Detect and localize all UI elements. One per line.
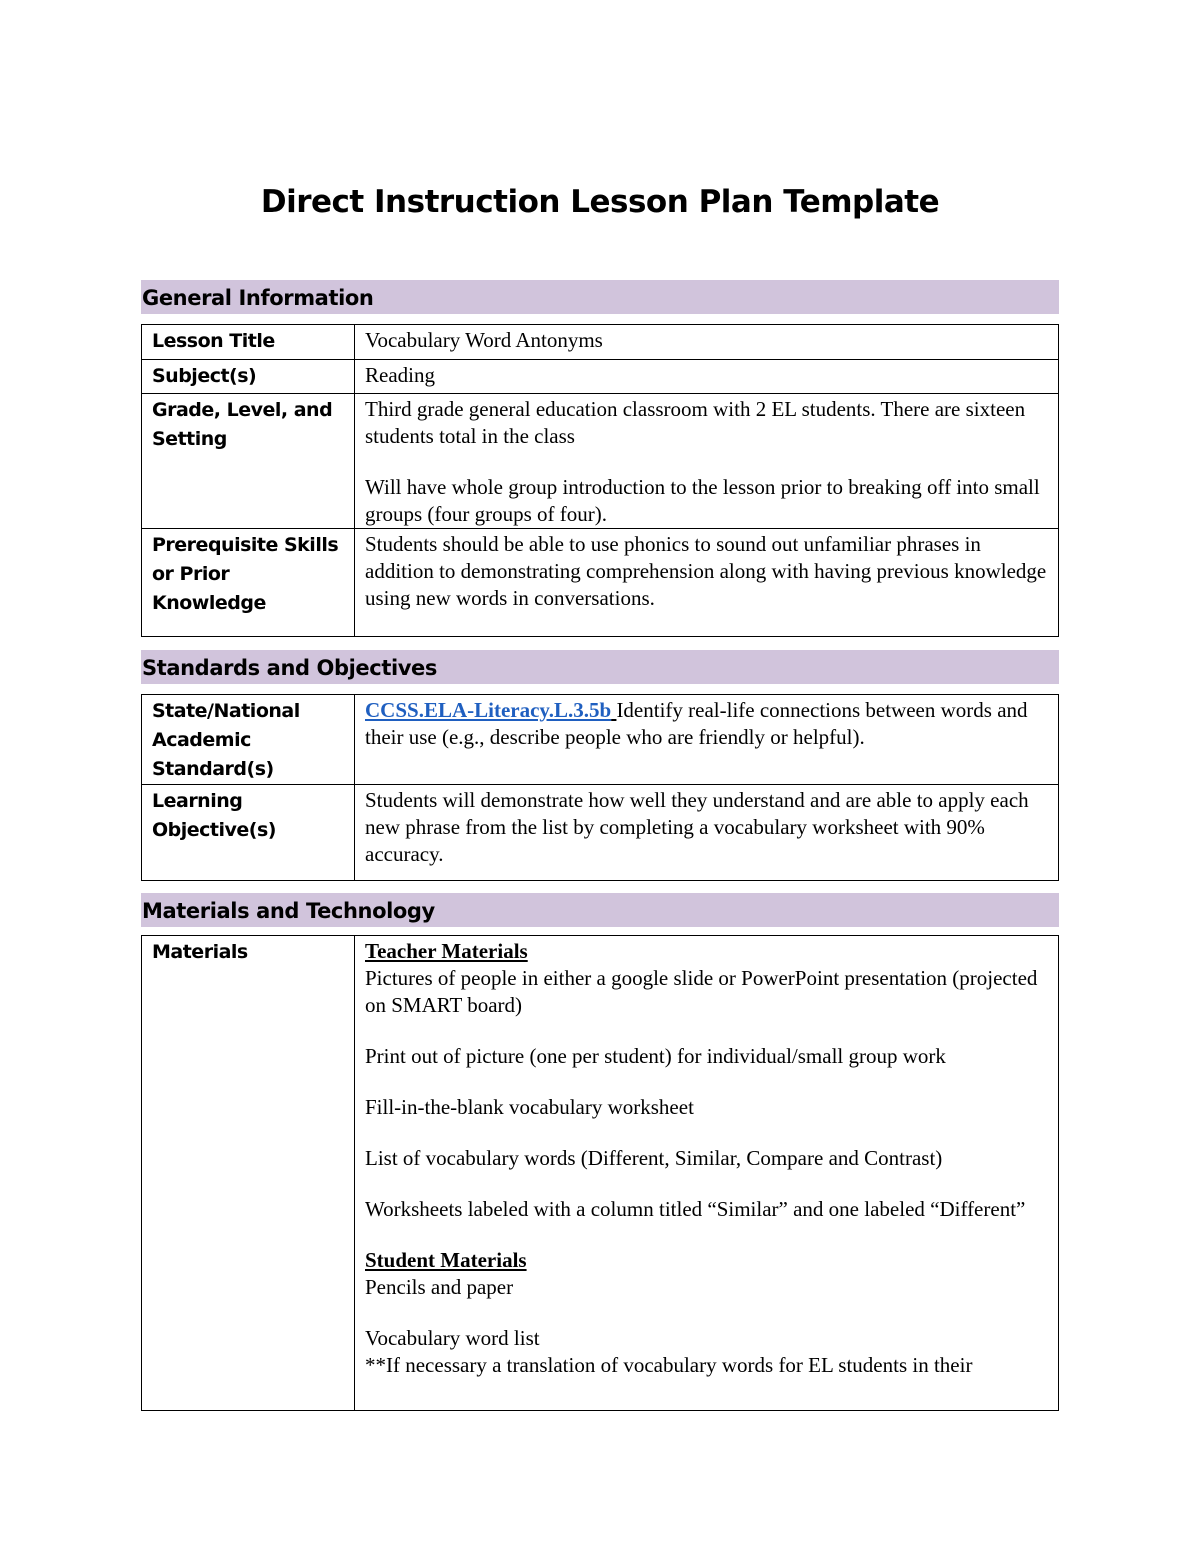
table-row (142, 325, 1059, 360)
list-item: Pictures of people in either a google slide or PowerPoint presentation (projected on SMART board) (365, 966, 1038, 1017)
row-label-subjects: Subject(s) (142, 360, 355, 394)
teacher-materials-heading: Teacher Materials (365, 939, 528, 963)
section-header-materials-technology: Materials and Technology (141, 893, 1059, 927)
row-label-materials: Materials (142, 936, 355, 1411)
section-header-standards-objectives: Standards and Objectives (141, 650, 1059, 684)
list-item: Worksheets labeled with a column titled “Similar” and one labeled “Different” (365, 1197, 1026, 1221)
row-label-academic-standards: State/National Academic Standard(s) (142, 695, 355, 785)
student-materials-heading: Student Materials (365, 1248, 527, 1272)
list-item: Vocabulary word list (365, 1326, 540, 1350)
standards-objectives-table (141, 694, 1059, 881)
table-row (142, 695, 1059, 785)
row-label-learning-objectives: Learning Objective(s) (142, 785, 355, 881)
document-title: Direct Instruction Lesson Plan Template (260, 184, 940, 220)
list-item: Print out of picture (one per student) for individual/small group work (365, 1044, 946, 1068)
learning-objectives-value: Students will demonstrate how well they understand and are able to apply each new phrase from the list by completing a vocabulary worksheet with 90% accuracy. (355, 785, 1059, 881)
list-item: **If necessary a translation of vocabulary words for EL students in their (365, 1353, 973, 1377)
table-row (142, 360, 1059, 394)
materials-value (355, 936, 1059, 1411)
list-item: Pencils and paper (365, 1275, 514, 1299)
standard-description: Identify real-life connections between words and their use (e.g., describe people who are friendly or helpful). (365, 698, 1028, 749)
table-row (142, 785, 1059, 881)
section-header-general-information: General Information (141, 280, 1059, 314)
grade-level-setting-value (355, 394, 1059, 529)
list-item: List of vocabulary words (Different, Similar, Compare and Contrast) (365, 1146, 943, 1170)
lesson-title-value: Vocabulary Word Antonyms (355, 325, 1059, 360)
row-label-grade-level-setting: Grade, Level, and Setting (142, 394, 355, 529)
row-label-prerequisite-skills: Prerequisite Skills or Prior Knowledge (142, 529, 355, 637)
setting-paragraph: Third grade general education classroom with 2 EL students. There are sixteen students total in the class (365, 397, 1026, 448)
table-row (142, 936, 1059, 1411)
table-row (142, 394, 1059, 529)
list-item: Fill-in-the-blank vocabulary worksheet (365, 1095, 694, 1119)
table-row (142, 529, 1059, 637)
materials-technology-table (141, 935, 1059, 1411)
standard-link[interactable]: CCSS.ELA-Literacy.L.3.5b (365, 698, 612, 722)
setting-paragraph: Will have whole group introduction to the lesson prior to breaking off into small groups (four groups of four). (365, 475, 1040, 526)
subjects-value: Reading (355, 360, 1059, 394)
general-information-table (141, 324, 1059, 637)
row-label-lesson-title: Lesson Title (142, 325, 355, 360)
academic-standards-value (355, 695, 1059, 785)
prerequisite-skills-value: Students should be able to use phonics to sound out unfamiliar phrases in addition to demonstrating comprehension along with having previous knowledge using new words in conversations. (355, 529, 1059, 637)
